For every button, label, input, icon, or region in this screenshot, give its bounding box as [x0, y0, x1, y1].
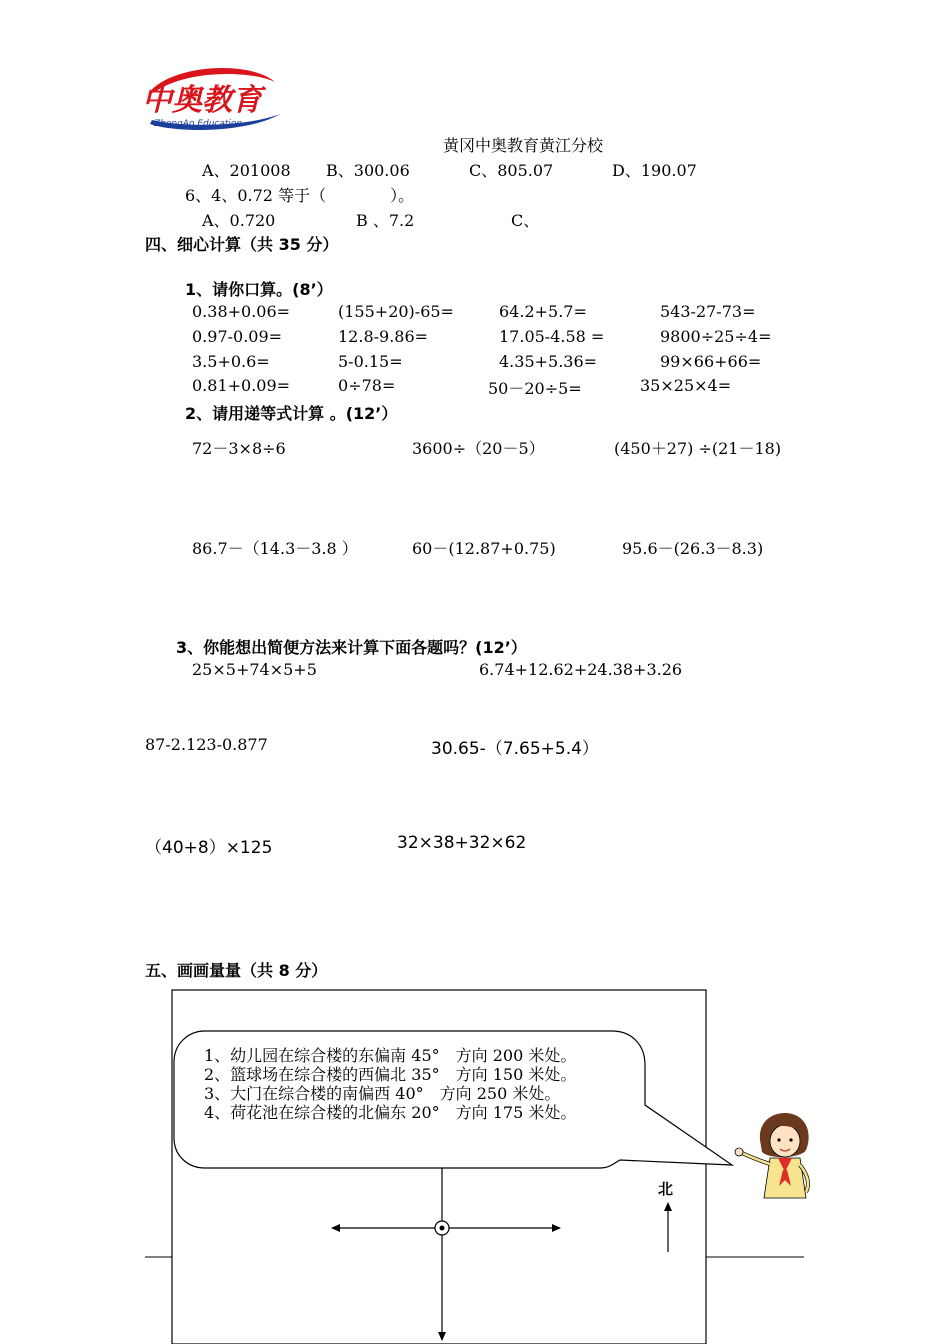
- section5-title: 五、画画量量（共 8 分）: [145, 961, 328, 980]
- girl-illustration-icon: [735, 1113, 809, 1198]
- q5-option-c: C、805.07: [469, 161, 554, 180]
- q6-option-a: A、0.720: [202, 211, 276, 230]
- q5-option-d: D、190.07: [612, 161, 697, 180]
- simplify-item: 25×5+74×5+5: [192, 660, 317, 679]
- mental-calc-item: (155+20)-65=: [338, 302, 454, 321]
- simplify-item: 32×38+32×62: [397, 833, 527, 853]
- q5-option-a: A、201008: [202, 161, 291, 180]
- stepwise-item: 86.7－（14.3－3.8 ）: [192, 539, 358, 558]
- mental-calc-item: 64.2+5.7=: [499, 302, 587, 321]
- mental-calc-item: 9800÷25÷4=: [660, 327, 772, 346]
- stepwise-item: 95.6－(26.3－8.3): [622, 539, 764, 558]
- stepwise-item: 72－3×8÷6: [192, 439, 286, 458]
- mental-calc-item: 3.5+0.6=: [192, 352, 270, 371]
- mental-calc-item: 0.38+0.06=: [192, 302, 291, 321]
- logo-subtext: ZhongAo Education: [154, 119, 243, 129]
- mental-calc-item: 99×66+66=: [660, 352, 762, 371]
- mental-calc-item: 50－20÷5=: [488, 379, 582, 398]
- part2-title: 2、请用递等式计算 。(12’）: [185, 404, 398, 423]
- mental-calc-item: 0÷78=: [338, 376, 396, 395]
- bubble-line-2: 2、篮球场在综合楼的西偏北 35° 方向 150 米处。: [204, 1065, 577, 1084]
- part1-title: 1、请你口算。(8’）: [185, 280, 333, 299]
- mental-calc-item: 543-27-73=: [660, 302, 756, 321]
- bubble-line-4: 4、荷花池在综合楼的北偏东 20° 方向 175 米处。: [204, 1103, 577, 1122]
- q6-option-b: B 、7.2: [356, 211, 415, 230]
- stepwise-item: (450＋27) ÷(21－18): [614, 439, 782, 458]
- mental-calc-item: 12.8-9.86=: [338, 327, 429, 346]
- north-label: 北: [658, 1180, 674, 1198]
- mental-calc-item: 4.35+5.36=: [499, 352, 598, 371]
- bubble-line-3: 3、大门在综合楼的南偏西 40° 方向 250 米处。: [204, 1084, 561, 1103]
- q6-stem: 6、4、0.72 等于（ ）。: [185, 186, 415, 205]
- mental-calc-item: 17.05-4.58 =: [499, 327, 605, 346]
- section4-title: 四、细心计算（共 35 分）: [145, 235, 339, 254]
- q5-option-b: B、300.06: [326, 161, 410, 180]
- simplify-item: 6.74+12.62+24.38+3.26: [479, 660, 683, 679]
- stepwise-item: 60－(12.87+0.75): [412, 539, 556, 558]
- q6-option-c: C、: [511, 211, 540, 230]
- logo-text: 中奥教育: [142, 83, 262, 118]
- simplify-item: 87-2.123-0.877: [145, 735, 268, 754]
- part3-title: 3、你能想出简便方法来计算下面各题吗？(12’）: [176, 638, 527, 657]
- stepwise-item: 3600÷（20－5）: [412, 439, 545, 458]
- bubble-line-1: 1、幼儿园在综合楼的东偏南 45° 方向 200 米处。: [204, 1046, 577, 1065]
- mental-calc-item: 5-0.15=: [338, 352, 403, 371]
- mental-calc-item: 35×25×4=: [640, 376, 732, 395]
- mental-calc-item: 0.81+0.09=: [192, 376, 291, 395]
- school-name: 黄冈中奥教育黄江分校: [443, 136, 604, 155]
- simplify-item: （40+8）×125: [145, 838, 273, 858]
- mental-calc-item: 0.97-0.09=: [192, 327, 283, 346]
- simplify-item: 30.65-（7.65+5.4）: [431, 739, 599, 759]
